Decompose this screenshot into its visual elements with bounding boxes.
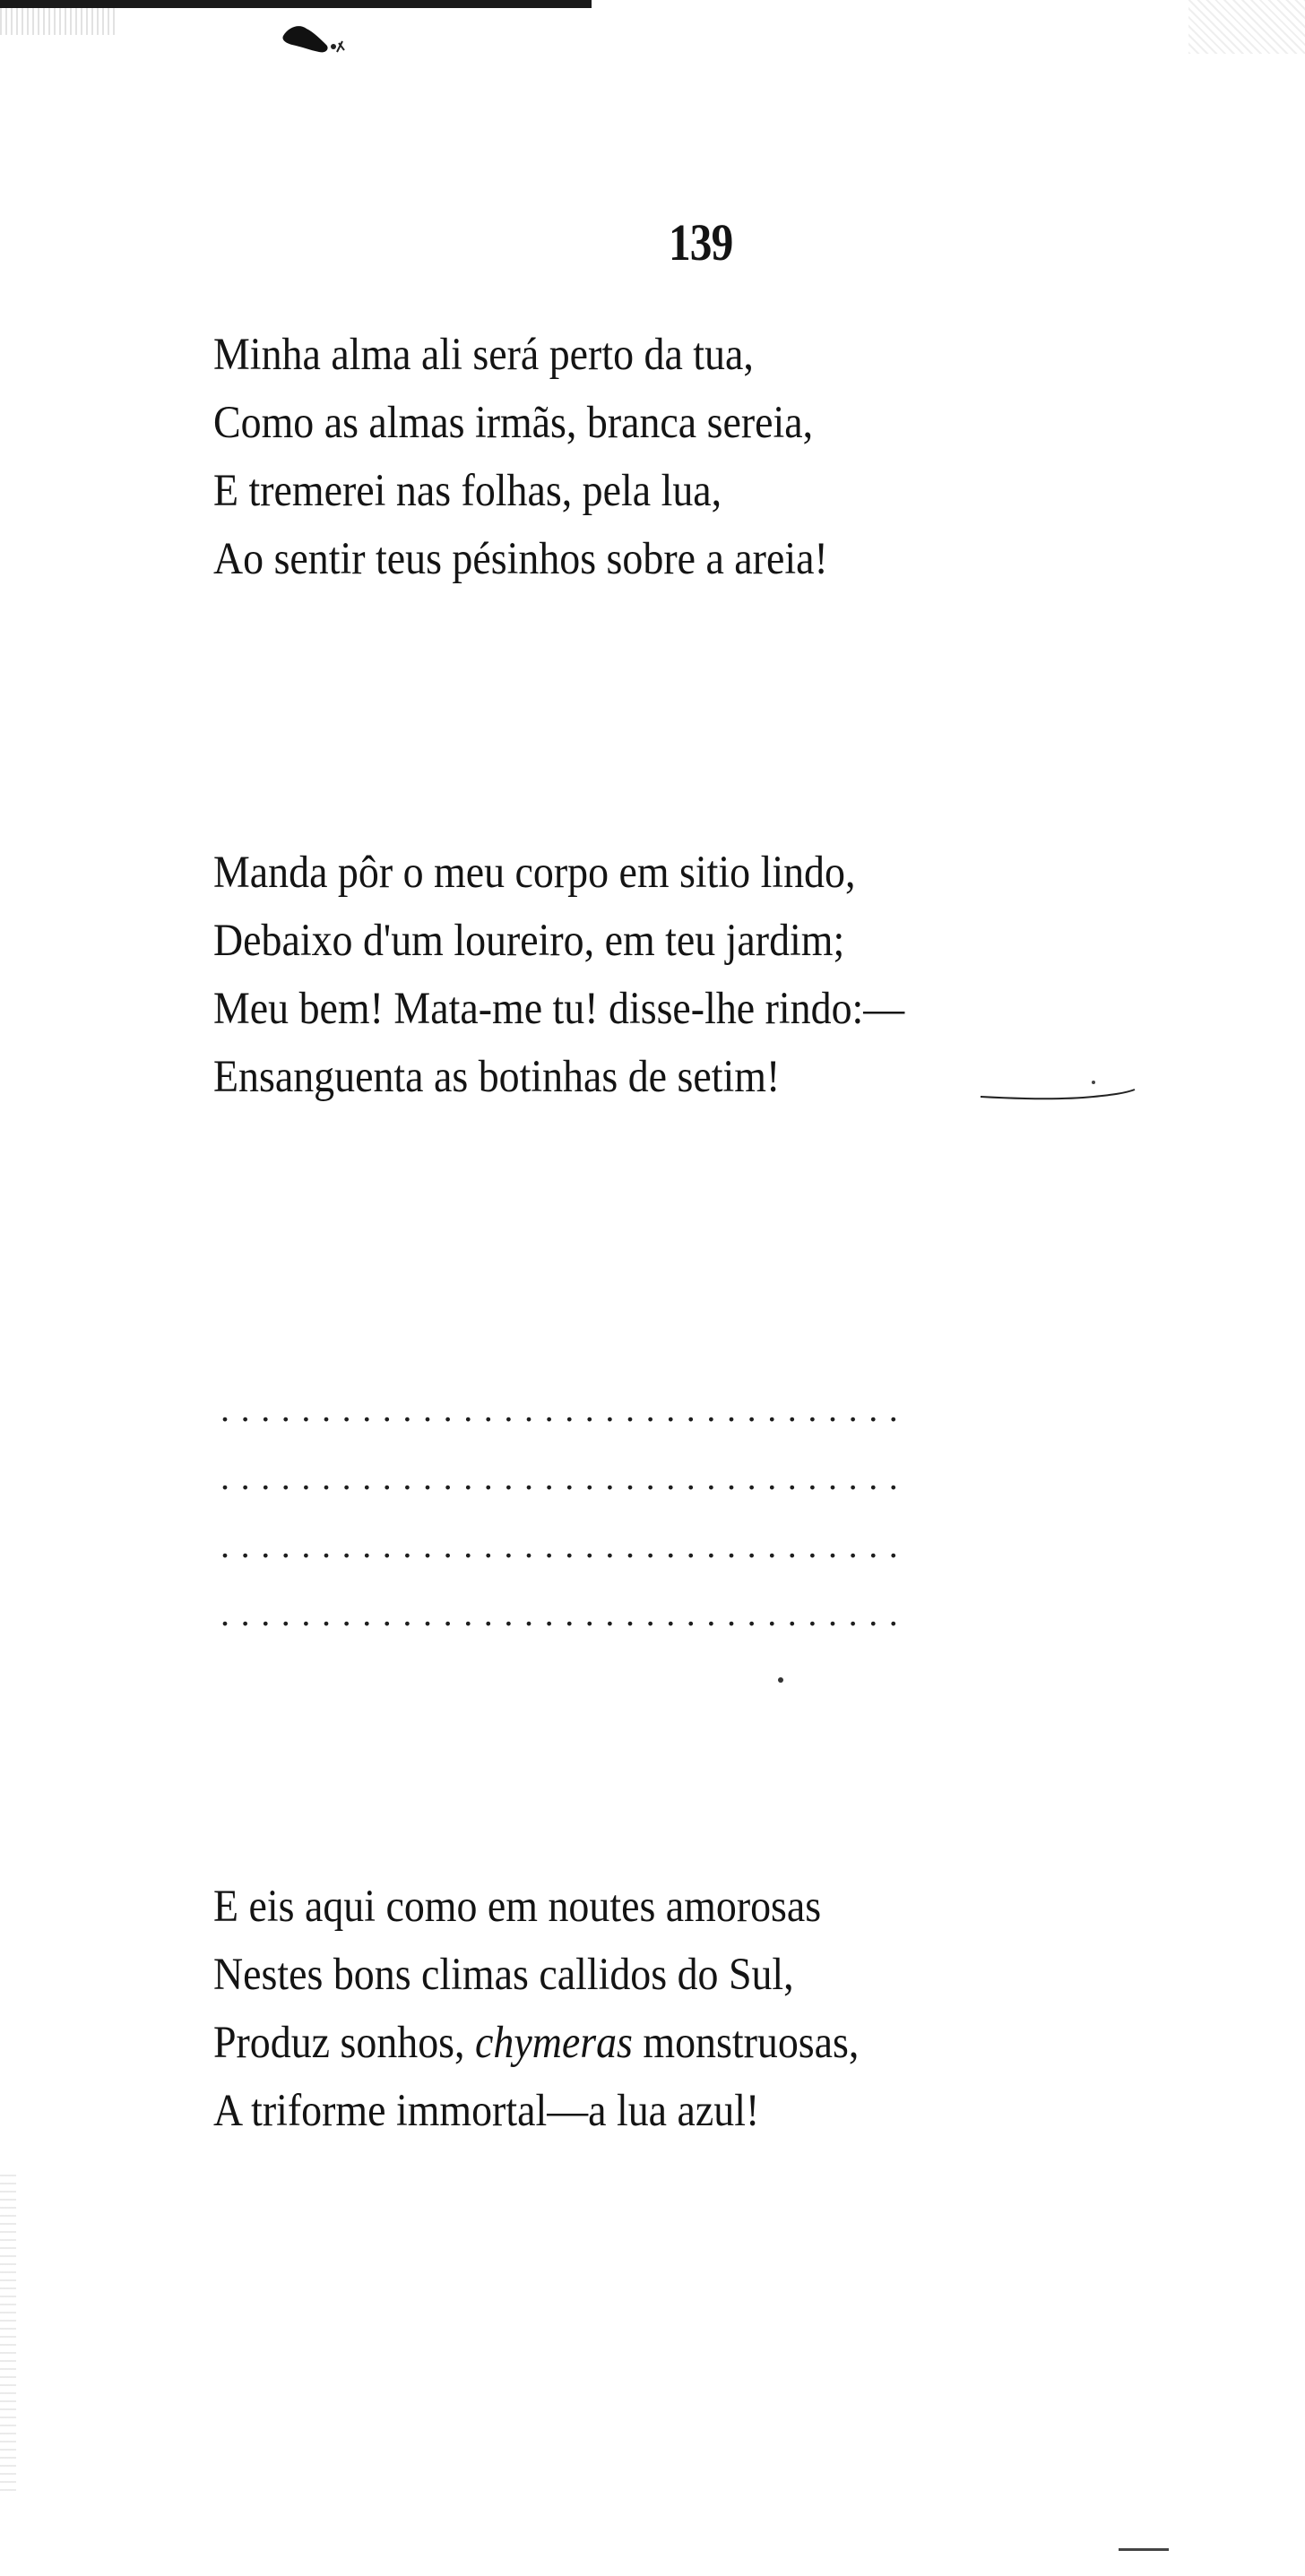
- verse-line: E tremerei nas folhas, pela lua,: [213, 466, 722, 516]
- scan-bottom-mark: [1119, 2548, 1169, 2551]
- ellipsis-row: ..................................: [220, 1389, 910, 1429]
- italic-word: chymeras: [474, 2018, 633, 2068]
- flourish-mark: [977, 1079, 1138, 1115]
- ellipsis-row: ..................................: [220, 1525, 910, 1565]
- ink-blot-mark: [280, 20, 351, 61]
- page-number: 139: [669, 213, 733, 271]
- verse-line: A triforme immortal—a lua azul!: [213, 2086, 760, 2136]
- stanza-3: [213, 1873, 930, 2145]
- ellipsis-row: ..................................: [220, 1593, 910, 1633]
- scan-speckle-left-margin: [0, 2168, 16, 2491]
- scan-speckle-top-right: [1188, 0, 1305, 54]
- ellipsis-row: ..................................: [220, 1457, 910, 1497]
- verse-line: Meu bem! Mata-me tu! disse-lhe rindo:—: [213, 984, 905, 1034]
- stanza-1: [213, 321, 896, 593]
- verse-line: Ao sentir teus pésinhos sobre a areia!: [213, 534, 828, 584]
- verse-text: Produz sonhos,: [213, 2018, 475, 2068]
- scan-speckle-top-left: [0, 8, 117, 35]
- verse-line: E eis aqui como em noutes amorosas: [213, 1882, 822, 1932]
- verse-line: [213, 2009, 859, 2077]
- verse-line: Nestes bons climas callidos do Sul,: [213, 1950, 794, 2000]
- stanza-2: [213, 839, 981, 1111]
- verse-line: Ensanguenta as botinhas de setim!: [213, 1052, 781, 1102]
- scan-top-rule: [0, 0, 592, 8]
- omitted-stanza-ellipsis: [220, 1375, 1099, 1648]
- verse-line: Manda pôr o meu corpo em sitio lindo,: [213, 848, 856, 898]
- verse-line: Como as almas irmãs, branca sereia,: [213, 398, 814, 448]
- stray-ink-dot: [778, 1677, 783, 1683]
- verse-text: monstruosas,: [632, 2018, 860, 2068]
- verse-line: Minha alma ali será perto da tua,: [213, 330, 754, 380]
- verse-line: Debaixo d'um loureiro, em teu jardim;: [213, 916, 845, 966]
